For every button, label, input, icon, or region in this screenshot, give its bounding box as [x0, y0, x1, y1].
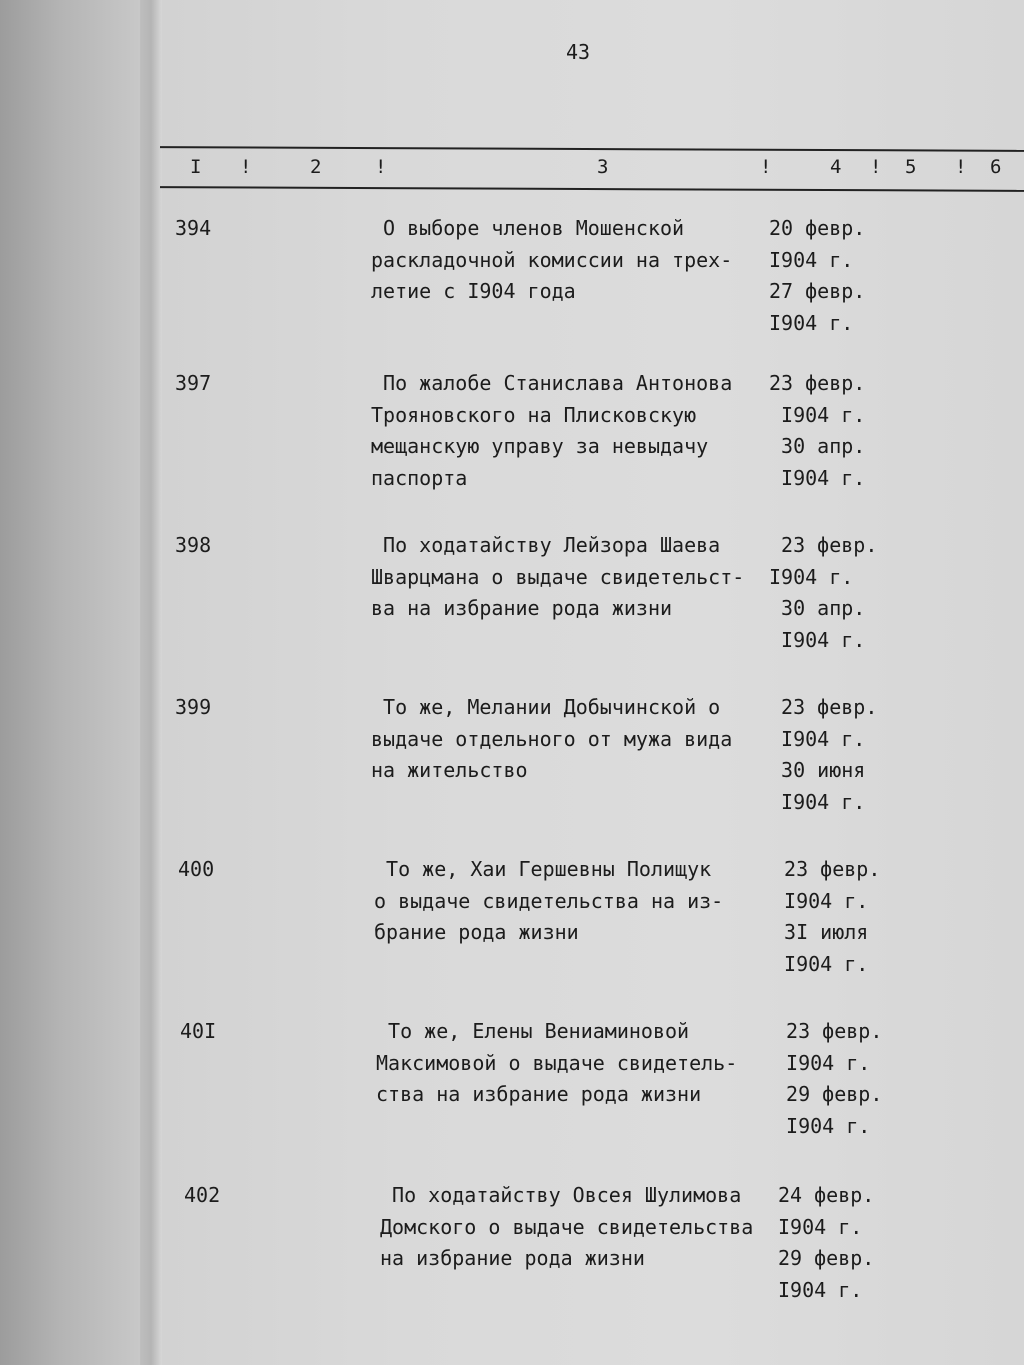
- date-line: I904 г.: [769, 247, 854, 272]
- description-line: на жительство: [371, 758, 528, 782]
- description-line: паспорта: [371, 465, 468, 490]
- date-line: 30 апр.: [769, 434, 866, 458]
- description-line: раскладочной комиссии на трех-: [371, 247, 733, 272]
- column-number: 3: [597, 156, 609, 178]
- entry-description: [371, 692, 732, 787]
- description-line: По жалобе Станислава Антонова: [371, 371, 733, 395]
- entry-number: 398: [175, 533, 212, 557]
- entry-description: [380, 1180, 753, 1275]
- entry-description: [371, 368, 732, 494]
- date-line: I904 г.: [778, 1214, 863, 1239]
- entry-number: 40I: [180, 1019, 217, 1043]
- date-line: 29 февр.: [774, 1082, 883, 1106]
- entry-dates: [769, 692, 877, 818]
- description-line: выдаче отдельного от мужа вида: [371, 726, 733, 751]
- column-separator: !: [375, 156, 387, 178]
- date-line: I904 г.: [769, 726, 866, 751]
- column-separator: !: [240, 156, 252, 178]
- description-line: То же, Мелании Добычинской о: [371, 695, 721, 719]
- column-separator: !: [870, 156, 882, 178]
- date-line: 27 февр.: [769, 279, 866, 303]
- column-number: 4: [830, 156, 842, 178]
- column-separator: !: [955, 156, 967, 178]
- description-line: брание рода жизни: [374, 920, 579, 944]
- description-line: Домского о выдаче свидетельства: [380, 1214, 754, 1239]
- column-separator: !: [760, 156, 772, 178]
- entry-description: [374, 854, 723, 949]
- page-number: 43: [566, 40, 591, 64]
- table-header-top-rule: [160, 146, 1024, 152]
- entry-dates: [769, 530, 877, 656]
- entry-dates: [769, 368, 865, 494]
- date-line: 24 февр.: [778, 1183, 875, 1207]
- entry-description: [371, 530, 744, 625]
- date-line: I904 г.: [769, 402, 866, 427]
- description-line: По ходатайству Лейзора Шаева: [371, 533, 721, 557]
- date-line: I904 г.: [769, 789, 866, 814]
- date-line: I904 г.: [778, 1277, 863, 1302]
- description-line: на избрание рода жизни: [380, 1246, 645, 1270]
- entry-dates: [778, 1180, 874, 1306]
- date-line: 29 февр.: [778, 1246, 875, 1270]
- column-number: I: [190, 156, 202, 178]
- description-line: Трояновского на Плисковскую: [371, 402, 697, 427]
- date-line: I904 г.: [774, 1113, 871, 1138]
- date-line: 30 апр.: [769, 596, 866, 620]
- date-line: 3I июля: [772, 920, 869, 944]
- entry-number: 397: [175, 371, 212, 395]
- description-line: ва на избрание рода жизни: [371, 596, 673, 620]
- date-line: I904 г.: [772, 888, 869, 913]
- description-line: По ходатайству Овсея Шулимова: [380, 1183, 742, 1207]
- date-line: I904 г.: [772, 951, 869, 976]
- date-line: 23 февр.: [769, 371, 866, 395]
- description-line: мещанскую управу за невыдачу: [371, 434, 709, 458]
- description-line: о выдаче свидетельства на из-: [374, 888, 724, 913]
- entry-dates: [774, 1016, 882, 1142]
- column-number: 5: [905, 156, 917, 178]
- date-line: 30 июня: [769, 758, 866, 782]
- date-line: 23 февр.: [774, 1019, 883, 1043]
- description-line: летие с I904 года: [371, 279, 576, 303]
- date-line: I904 г.: [769, 310, 854, 335]
- book-binding-shadow: [140, 0, 162, 1365]
- date-line: 23 февр.: [769, 533, 878, 557]
- date-line: 23 февр.: [772, 857, 881, 881]
- entry-number: 399: [175, 695, 212, 719]
- column-number: 6: [990, 156, 1002, 178]
- date-line: I904 г.: [769, 564, 854, 589]
- date-line: I904 г.: [769, 465, 866, 490]
- description-line: О выборе членов Мошенской: [371, 216, 685, 240]
- entry-number: 394: [175, 216, 212, 240]
- date-line: 20 февр.: [769, 216, 866, 240]
- column-number: 2: [310, 156, 322, 178]
- description-line: Максимовой о выдаче свидетель-: [376, 1050, 738, 1075]
- description-line: То же, Елены Вениаминовой: [376, 1019, 690, 1043]
- description-line: Шварцмана о выдаче свидетельст-: [371, 564, 745, 589]
- description-line: То же, Хаи Гершевны Полищук: [374, 857, 712, 881]
- entry-dates: [772, 854, 880, 980]
- date-line: 23 февр.: [769, 695, 878, 719]
- date-line: I904 г.: [769, 627, 866, 652]
- entry-number: 402: [184, 1183, 221, 1207]
- entry-dates: [769, 213, 865, 339]
- entry-description: [376, 1016, 737, 1111]
- table-header-bottom-rule: [160, 186, 1024, 192]
- entry-number: 400: [178, 857, 215, 881]
- entry-description: [371, 213, 732, 308]
- date-line: I904 г.: [774, 1050, 871, 1075]
- description-line: ства на избрание рода жизни: [376, 1082, 702, 1106]
